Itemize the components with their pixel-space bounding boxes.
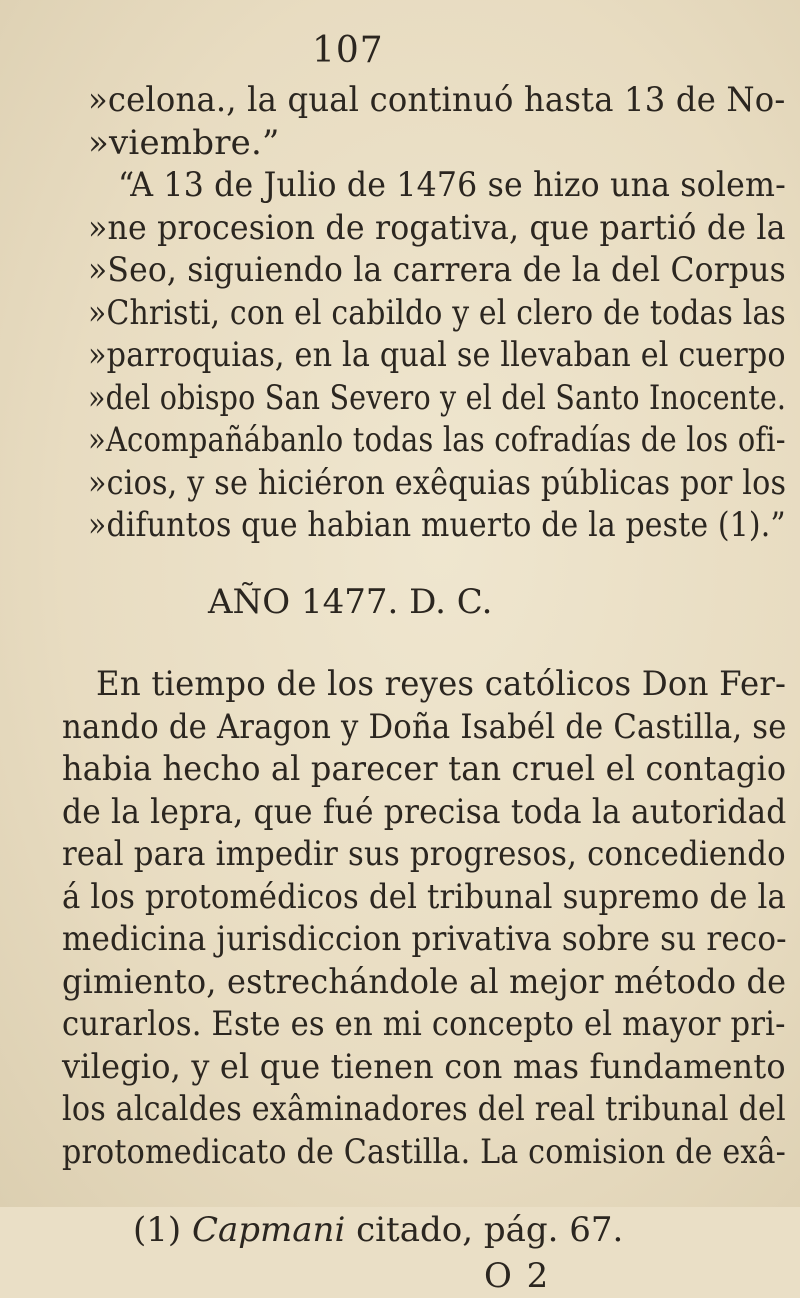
- section-heading: AÑO 1477. D. C.: [208, 581, 493, 622]
- quote-line: »celona., la qual continuó hasta 13 de No-: [88, 80, 786, 120]
- quote-line: “A 13 de Julio de 1476 se hizo una solem-: [118, 165, 786, 205]
- body-line: gimiento, estrechándole al mejor método de: [62, 961, 787, 1002]
- quote-line: »parroquias, en la qual se llevaban el cuerpo: [88, 335, 786, 375]
- body-line: En tiempo de los reyes católicos Don Fer-: [96, 664, 787, 704]
- body-line: habia hecho al parecer tan cruel el contagio: [62, 749, 787, 789]
- quote-line: »Acompañábanlo todas las cofradías de los ofi-: [88, 420, 786, 460]
- body-line: nando de Aragon y Doña Isabél de Castilla, se: [62, 706, 787, 747]
- footnote-reference: citado, pág. 67.: [356, 1210, 624, 1250]
- quote-line: »viembre.”: [88, 122, 280, 163]
- quote-line: »difuntos que habian muerto de la peste (1).”: [88, 505, 786, 545]
- body-line: á los protomédicos del tribunal supremo de la: [62, 876, 787, 917]
- quote-line: »Christi, con el cabildo y el clero de todas las: [88, 292, 786, 333]
- quote-line: »del obispo San Severo y el del Santo Inocente.: [88, 377, 787, 418]
- quote-line: »ne procesion de rogativa, que partió de la: [88, 207, 786, 248]
- quote-line: »cios, y se hiciéron exêquias públicas por los: [88, 462, 787, 503]
- page-number: 107: [312, 30, 384, 71]
- signature-mark: O 2: [484, 1256, 551, 1296]
- body-line: real para impedir sus progresos, concediendo: [62, 834, 786, 874]
- footnote: [133, 1208, 623, 1252]
- footnote-marker: (1): [133, 1210, 182, 1250]
- body-line: los alcaldes exâminadores del real tribunal del: [62, 1089, 786, 1129]
- body-line: vilegio, y el que tienen con mas fundamento: [62, 1046, 786, 1087]
- body-line: protomedicato de Castilla. La comision de exâ-: [62, 1131, 787, 1172]
- quote-line: »Seo, siguiendo la carrera de la del Corpus: [88, 250, 786, 290]
- body-line: de la lepra, que fué precisa toda la autoridad: [62, 791, 787, 832]
- body-line: curarlos. Este es en mi concepto el mayor pri-: [62, 1004, 786, 1044]
- footnote-author: Capmani: [191, 1210, 346, 1250]
- body-line: medicina jurisdiccion privativa sobre su reco-: [62, 919, 787, 959]
